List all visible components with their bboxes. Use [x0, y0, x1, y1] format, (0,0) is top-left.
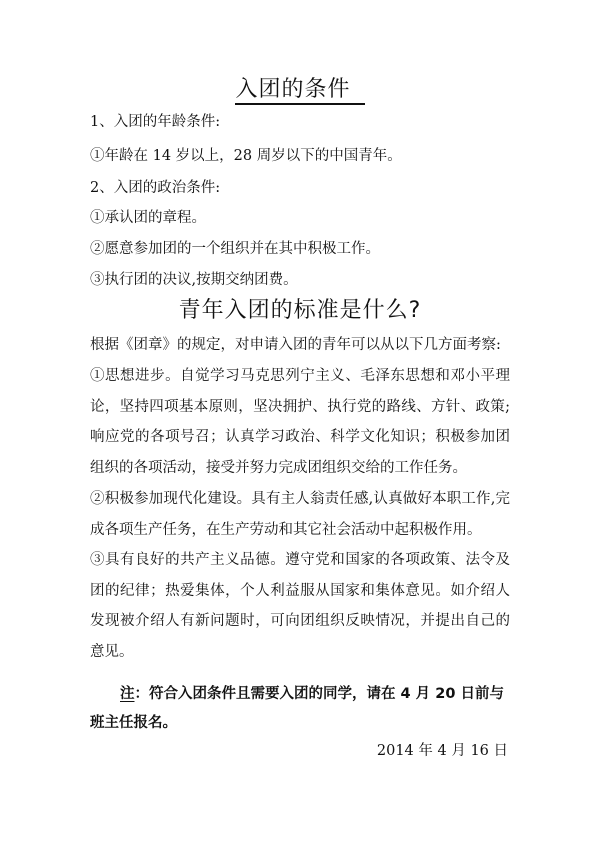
standards-intro: 根据《团章》的规定，对申请入团的青年可以从以下几方面考察: [90, 337, 501, 353]
standards-title: 青年入团的标准是什么? [178, 298, 422, 323]
registration-note [90, 680, 550, 709]
political-condition-item: ①承认团的章程。 [90, 210, 206, 226]
conditions-title-text: 入团的条件 [235, 77, 364, 105]
political-condition-item: ③执行团的决议,按期交纳团费。 [90, 272, 298, 288]
note-text: ：符合入团条件且需要入团的同学，请在 4 月 20 日前与 [134, 686, 504, 702]
political-condition-item: ②愿意参加团的一个组织并在其中积极工作。 [90, 241, 380, 257]
conditions-title [0, 76, 600, 105]
age-condition-heading: 1、入团的年龄条件: [90, 114, 221, 130]
registration-note-continued: 班主任报名。 [90, 715, 177, 731]
age-condition-item: ①年龄在 14 岁以上，28 周岁以下的中国青年。 [90, 148, 402, 164]
standard-item: ①思想进步。自觉学习马克思列宁主义、毛泽东思想和邓小平理论，坚持四项基本原则，坚决拥护、执行党的路线、方针、政策;响应党的各项号召；认真学习政治、科学文化知识；积极参加团组织的各项活动，接受并努力完成团组织交给的工作任务。 [90, 368, 510, 476]
political-condition-heading: 2、入团的政治条件: [90, 180, 221, 196]
standard-item: ③具有良好的共产主义品德。遵守党和国家的各项政策、法令及团的纪律；热爱集体，个人利益服从国家和集体意见。如介绍人发现被介绍人有新问题时，可向团组织反映情况，并提出自己的意见。 [90, 552, 510, 660]
document-date: 2014 年 4 月 16 日 [376, 743, 508, 759]
note-label: 注 [120, 686, 135, 702]
standard-item: ②积极参加现代化建设。具有主人翁责任感,认真做好本职工作,完成各项生产任务，在生产劳动和其它社会活动中起积极作用。 [90, 491, 510, 538]
